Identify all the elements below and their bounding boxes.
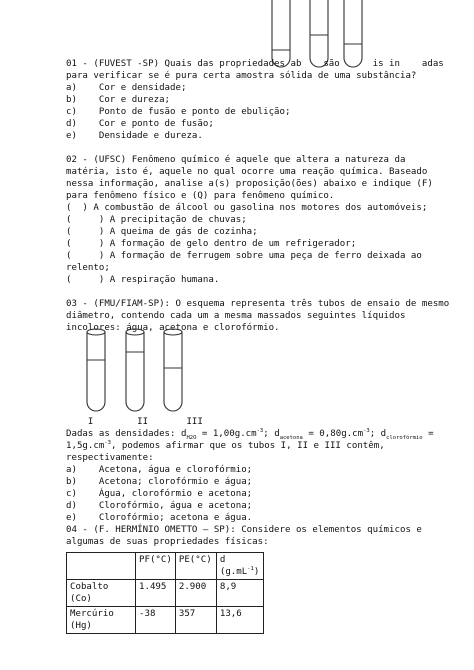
q3-option-e: e) Clorofórmio; acetona e água.	[66, 513, 253, 523]
table-header-row	[67, 553, 264, 580]
q3-option-c: c) Água, clorofórmio e acetona;	[66, 489, 253, 499]
table-header-cell	[67, 553, 136, 580]
q4-line1: 04 - (F. HERMÍNIO OMETTO – SP): Considere os elementos químicos e	[66, 525, 422, 535]
q2-item: ( ) A precipitação de chuvas;	[66, 215, 247, 225]
table-header-cell: PF(°C)	[136, 553, 176, 580]
table-cell: Cobalto (Co)	[67, 580, 136, 607]
q3-option-b: b) Acetona; clorofórmio e água;	[66, 477, 253, 487]
q1-option-b: b) Cor e dureza;	[66, 95, 171, 105]
q3-option-d: d) Clorofórmio, água e acetona;	[66, 501, 253, 511]
q3-line: incolores: água, acetona e clorofórmio.	[66, 323, 280, 333]
table-cell: Mercúrio (Hg)	[67, 607, 136, 634]
q1-option-d: d) Cor e ponto de fusão;	[66, 119, 214, 129]
q2-line: matéria, isto é, aquele no qual ocorre uma reação química. Baseado	[66, 167, 428, 177]
q3-densities-line2: $1,5g.cm^{-3}$, podemos afirmar que os tubos I, II e III contêm,	[66, 439, 385, 451]
q3-line: 03 - (FMU/FIAM-SP): O esquema representa três tubos de ensaio de mesmo	[66, 299, 450, 309]
q4-line2: algumas de suas propriedades físicas:	[66, 537, 269, 547]
table-cell: 2.900	[175, 580, 216, 607]
q3-tube-labels: I II III	[66, 417, 203, 427]
table-row	[67, 607, 264, 634]
q2-line: 02 - (UFSC) Fenômeno químico é aquele que altera a natureza da	[66, 155, 406, 165]
table-cell: 8,9	[216, 580, 263, 607]
q3-test-tubes-illustration	[84, 322, 194, 414]
q3-option-a: a) Acetona, água e clorofórmio;	[66, 465, 253, 475]
top-tube-1	[272, 0, 290, 67]
q1-option-e: e) Densidade e dureza.	[66, 131, 203, 141]
table-cell: 357	[175, 607, 216, 634]
q2-item: ( ) A formação de ferrugem sobre uma peça de ferro deixada ao	[66, 251, 422, 261]
q3-densities-line1: Dadas as densidades: $d_{H2O} = 1,00g.cm^{-3}$; $d_{acetona} = 0,80g.cm^{-3}$; $d_{clorofórmio}$ =	[66, 427, 434, 441]
q2-item: ( ) A combustão de álcool ou gasolina nos motores dos automóveis;	[66, 203, 428, 213]
q2-line: para fenômeno físico e (Q) para fenômeno químico.	[66, 191, 335, 201]
q2-item: ( ) A respiração humana.	[66, 275, 220, 285]
q1-option-c: c) Ponto de fusão e ponto de ebulição;	[66, 107, 291, 117]
q2-line: nessa informação, analise a(s) proposição(ões) abaixo e indique (F)	[66, 179, 433, 189]
top-tube-2	[310, 0, 328, 67]
table-cell: 13,6	[216, 607, 263, 634]
table-header-cell: PE(°C)	[175, 553, 216, 580]
table-cell: -38	[136, 607, 176, 634]
table-cell: 1.495	[136, 580, 176, 607]
q3-respectively: respectivamente:	[66, 453, 154, 463]
tube-III	[164, 332, 182, 411]
tube-II	[126, 332, 144, 411]
q1-title-line2: para verificar se é pura certa amostra sólida de uma substância?	[66, 71, 417, 81]
q3-line: diâmetro, contendo cada um a mesma massados seguintes líquidos	[66, 311, 406, 321]
q2-item: ( ) A queima de gás de cozinha;	[66, 227, 258, 237]
q2-item: ( ) A formação de gelo dentro de um refrigerador;	[66, 239, 357, 249]
q2-item: relento;	[66, 263, 110, 273]
top-tube-3	[344, 0, 362, 67]
table-header-cell: d $(g.mL^{-1})$	[216, 553, 263, 580]
q1-title-line1: 01 - (FUVEST -SP) Quais das propriedades ab são is in adas	[66, 59, 444, 69]
q1-option-a: a) Cor e densidade;	[66, 83, 187, 93]
properties-table	[66, 552, 264, 634]
tube-I	[87, 332, 105, 411]
table-row	[67, 580, 264, 607]
